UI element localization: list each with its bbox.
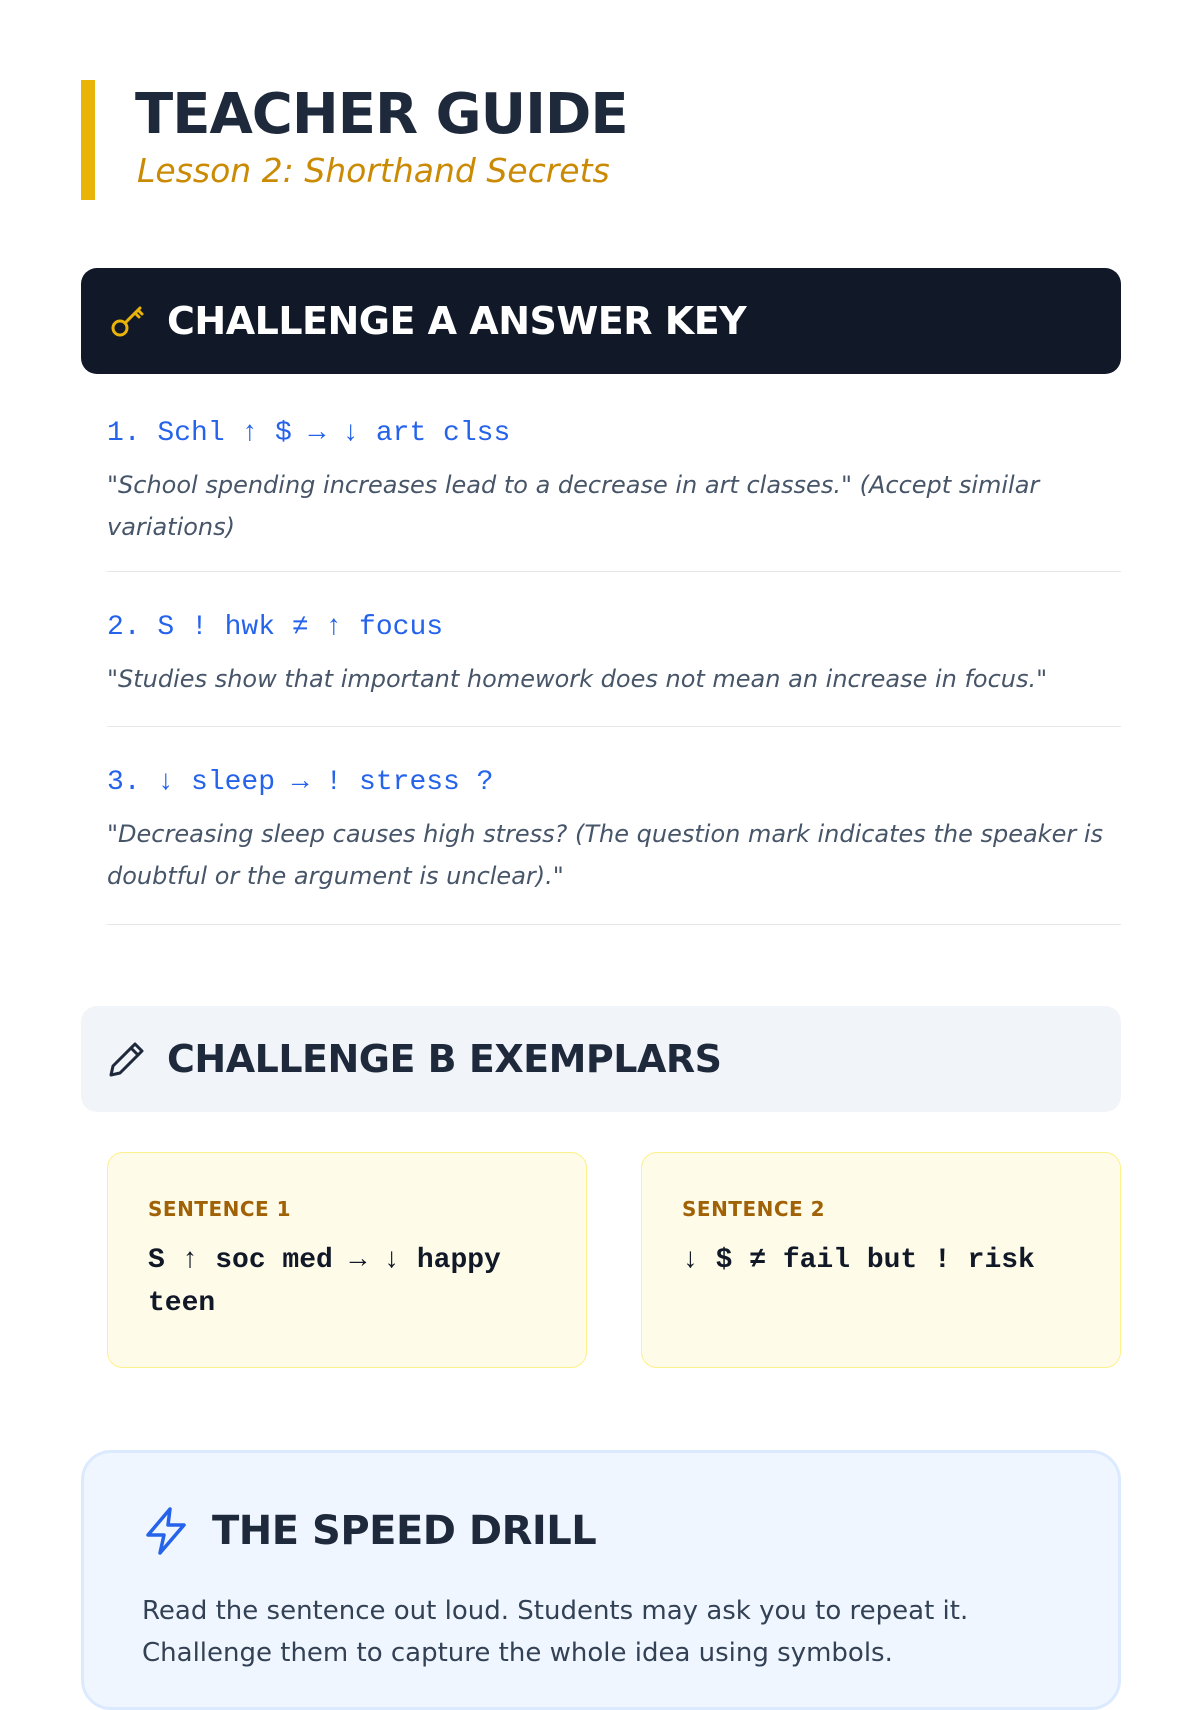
sentence-label: SENTENCE 1	[148, 1197, 292, 1221]
answer-translation: "School spending increases lead to a decrease in art classes." (Accept similar variations)	[107, 471, 1040, 542]
key-icon	[107, 301, 147, 341]
exemplar-card	[107, 1152, 587, 1368]
challenge-a-title: CHALLENGE A ANSWER KEY	[167, 299, 747, 343]
exemplar-card	[641, 1152, 1121, 1368]
pencil-icon	[107, 1039, 147, 1079]
answer-key-list	[107, 400, 1121, 925]
page-title: TEACHER GUIDE	[135, 82, 628, 147]
shorthand-code: 2. S ! hwk ≠ ↑ focus	[107, 612, 444, 643]
answer-translation: "Studies show that important homework does not mean an increase in focus."	[107, 665, 1048, 694]
speed-drill-instructions: Read the sentence out loud. Students may ask you to repeat it. Challenge them to capture the whole idea using symbols.	[142, 1596, 969, 1668]
exemplar-code: S ↑ soc med → ↓ happy teen	[148, 1245, 501, 1320]
lightning-icon	[142, 1505, 190, 1557]
page-header	[81, 80, 628, 200]
challenge-b-title: CHALLENGE B EXEMPLARS	[167, 1037, 722, 1081]
lesson-subtitle: Lesson 2: Shorthand Secrets	[137, 150, 610, 190]
exemplar-code: ↓ $ ≠ fail but ! risk	[682, 1245, 1035, 1276]
speed-drill-panel	[81, 1450, 1121, 1710]
answer-item	[107, 727, 1121, 925]
speed-drill-heading	[142, 1505, 1118, 1557]
shorthand-code: 1. Schl ↑ $ → ↓ art clss	[107, 418, 511, 449]
challenge-a-banner	[81, 268, 1121, 374]
answer-item	[107, 572, 1121, 727]
challenge-b-banner	[81, 1006, 1121, 1112]
sentence-label: SENTENCE 2	[682, 1197, 826, 1221]
speed-drill-title: THE SPEED DRILL	[212, 1508, 597, 1554]
answer-translation: "Decreasing sleep causes high stress? (The question mark indicates the speaker is doubtful or the argument is unclear)."	[107, 820, 1103, 891]
shorthand-code: 3. ↓ sleep → ! stress ?	[107, 767, 494, 798]
answer-item	[107, 400, 1121, 572]
